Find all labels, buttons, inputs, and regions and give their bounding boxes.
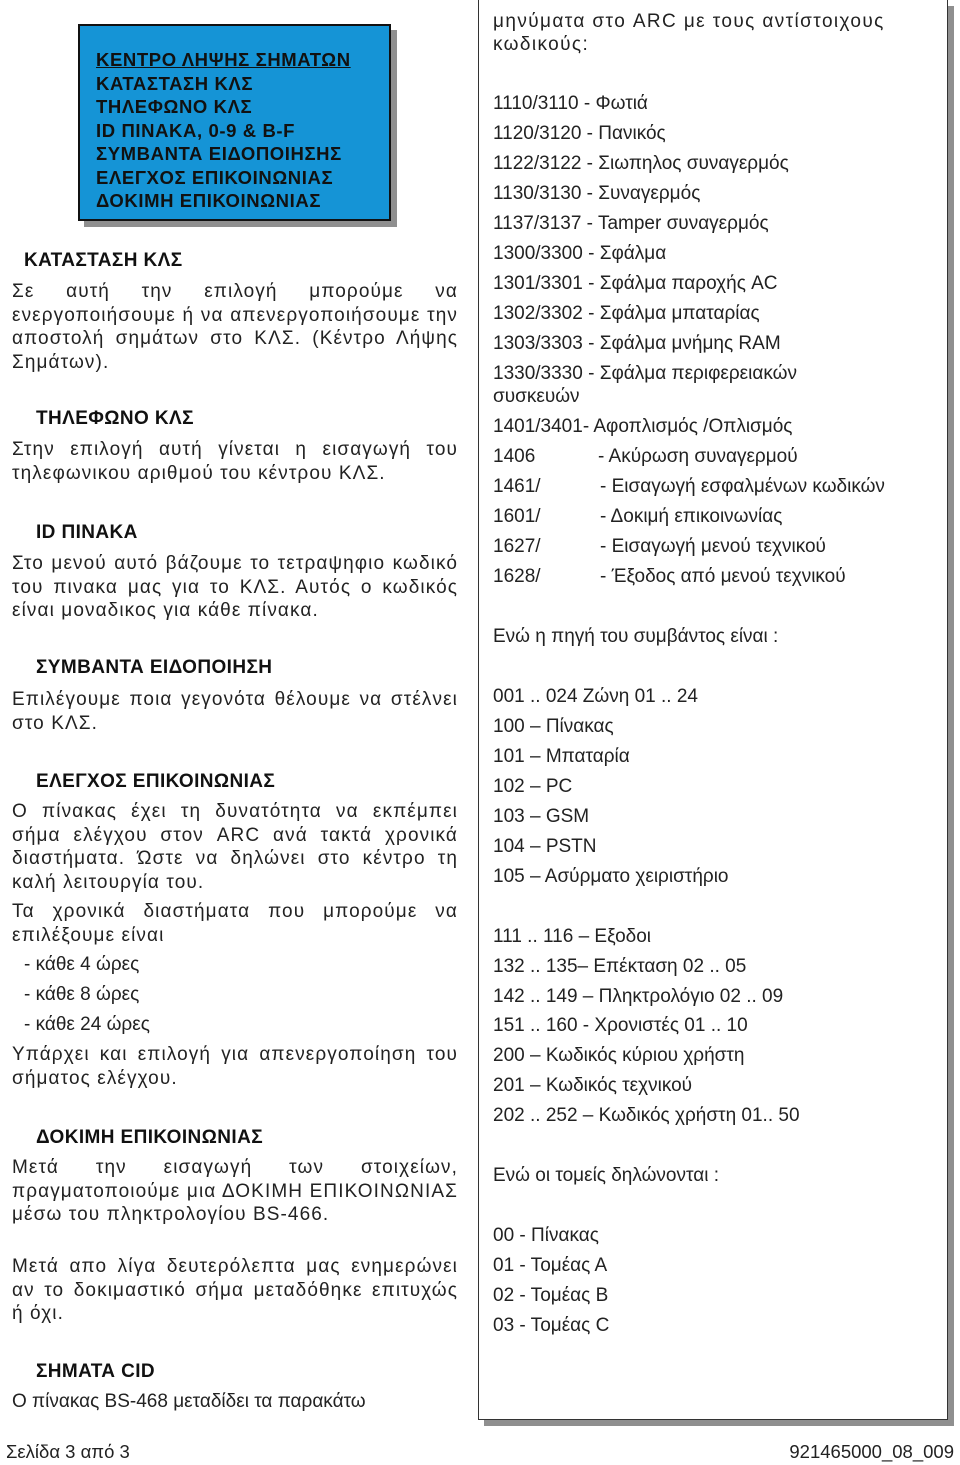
source-row: 105 – Ασύρματο χειριστήριο <box>493 866 729 887</box>
zone-row: 00 - Πίνακας <box>493 1225 599 1246</box>
code-desc: - Ακύρωση συναγερμού <box>598 446 798 467</box>
code-row-continued: συσκευών <box>493 386 580 407</box>
source-row: 202 .. 252 – Κωδικός χρήστη 01.. 50 <box>493 1105 800 1126</box>
code-row: 1122/3122 - Σιωπηλος συναγερμός <box>493 153 789 174</box>
zone-row: 03 - Τομέας C <box>493 1315 610 1336</box>
heading-elegxos: ΕΛΕΓΧΟΣ ΕΠΙΚΟΙΝΩΝΙΑΣ <box>36 771 276 792</box>
code-row: 1300/3300 - Σφάλμα <box>493 243 667 264</box>
source-row: 100 – Πίνακας <box>493 716 614 737</box>
code-desc: - Έξοδος από μενού τεχνικού <box>600 566 846 587</box>
code-desc: - Εισαγωγή εσφαλμένων κωδικών <box>600 476 885 497</box>
code-row: 1110/3110 - Φωτιά <box>493 93 648 114</box>
menu-summary-box <box>78 24 391 221</box>
code-row: 1130/3130 - Συναγερμός <box>493 183 701 204</box>
code-row: 1137/3137 - Tamper συναγερμός <box>493 213 769 234</box>
source-row: 151 .. 160 - Χρονιστές 01 .. 10 <box>493 1015 748 1036</box>
interval-item: - κάθε 24 ώρες <box>24 1014 150 1035</box>
text-elegxos-2: Τα χρονικά διαστήματα που μπορούμε να επιλέξουμε είναι <box>12 901 458 946</box>
code-row: 1401/3401- Αφοπλισμός /Οπλισμός <box>493 416 793 437</box>
source-row: 104 – PSTN <box>493 836 597 857</box>
menu-box-item: ΣΥΜΒΑΝΤΑ ΕΙΔΟΠΟΙΗΣΗΣ <box>96 143 342 164</box>
source-row: 132 .. 135– Επέκταση 02 .. 05 <box>493 956 747 977</box>
source-row: 142 .. 149 – Πληκτρολόγιο 02 .. 09 <box>493 986 784 1007</box>
code-row: 1303/3303 - Σφάλμα μνήμης RAM <box>493 333 781 354</box>
text-tilefono: Στην επιλογή αυτή γίνεται η εισαγωγή του τηλεφωνικου αριθμού του κέντρου ΚΛΣ. <box>12 439 458 484</box>
interval-item: - κάθε 4 ώρες <box>24 954 140 975</box>
menu-box-item: ΔΟΚΙΜΗ ΕΠΙΚΟΙΝΩΝΙΑΣ <box>96 190 322 211</box>
menu-box-item: ΚΑΤΑΣΤΑΣΗ ΚΛΣ <box>96 72 254 94</box>
source-row: 102 – PC <box>493 776 573 797</box>
source-row: 103 – GSM <box>493 806 590 827</box>
code-number: 1406 <box>493 446 536 467</box>
right-intro: μηνύματα στο ARC με τους αντίστοιχους κωδικούς: <box>493 11 885 55</box>
source-row: 111 .. 116 – Εξοδοι <box>493 926 652 947</box>
code-row: 1330/3330 - Σφάλμα περιφερειακών <box>493 363 797 384</box>
text-elegxos-3: Υπάρχει και επιλογή για απενεργοποίηση του σήματος ελέγχου. <box>12 1044 458 1089</box>
text-dokimi-1: Μετά την εισαγωγή των στοιχείων, πραγματοποιούμε μια ΔΟΚΙΜΗ ΕΠΙΚΟΙΝΩΝΙΑΣ μέσω του πληκτρολογίου BS-466. <box>12 1157 458 1225</box>
code-row: 1301/3301 - Σφάλμα παροχής AC <box>493 273 778 294</box>
source-row: 200 – Κωδικός κύριου χρήστη <box>493 1045 745 1066</box>
heading-katastasi: ΚΑΤΑΣΤΑΣΗ ΚΛΣ <box>24 250 183 271</box>
menu-box-item: ΕΛΕΓΧΟΣ ΕΠΙΚΟΙΝΩΝΙΑΣ <box>96 166 334 188</box>
page-number: Σελίδα 3 από 3 <box>6 1441 130 1462</box>
text-cid: Ο πίνακας BS-468 μεταδίδει τα παρακάτω <box>12 1391 366 1412</box>
menu-box-item: ΤΗΛΕΦΩΝΟ ΚΛΣ <box>96 96 253 117</box>
source-row: 001 .. 024 Ζώνη 01 .. 24 <box>493 686 698 707</box>
code-row: 1120/3120 - Πανικός <box>493 123 666 144</box>
heading-id-pinaka: ID ΠΙΝΑΚΑ <box>36 522 138 543</box>
menu-box-title: ΚΕΝΤΡΟ ΛΗΨΗΣ ΣΗΜΑΤΩΝ <box>96 49 351 70</box>
heading-tilefono: ΤΗΛΕΦΩΝΟ ΚΛΣ <box>36 408 194 429</box>
interval-item: - κάθε 8 ώρες <box>24 984 140 1005</box>
code-number: 1628/ <box>493 566 541 587</box>
heading-dokimi: ΔΟΚΙΜΗ ΕΠΙΚΟΙΝΩΝΙΑΣ <box>36 1127 264 1148</box>
zone-row: 02 - Τομέας Β <box>493 1285 609 1306</box>
menu-box-item: ID ΠΙΝΑΚΑ, 0-9 & B-F <box>96 119 296 141</box>
text-dokimi-2: Μετά απο λίγα δευτερόλεπτα μας ενημερώνει αν το δοκιμαστικό σήμα μεταδόθηκε επιτυχώς ή όχι. <box>12 1256 458 1324</box>
code-desc: - Εισαγωγή μενού τεχνικού <box>600 536 826 557</box>
source-row: 101 – Μπαταρία <box>493 746 630 767</box>
document-id: 921465000_08_009 <box>789 1441 954 1462</box>
source-row: 201 – Κωδικός τεχνικού <box>493 1075 693 1096</box>
code-number: 1627/ <box>493 536 541 557</box>
code-number: 1601/ <box>493 506 541 527</box>
zones-title: Ενώ οι τομείς δηλώνονται : <box>493 1165 719 1186</box>
heading-cid: ΣΗΜΑΤΑ CID <box>36 1361 156 1382</box>
source-title: Ενώ η πηγή του συμβάντος είναι : <box>493 626 779 647</box>
code-number: 1461/ <box>493 476 541 497</box>
text-katastasi: Σε αυτή την επιλογή μπορούμε να ενεργοποιήσουμε ή να απενεργοποιήσουμε την αποστολή σημάτων στο ΚΛΣ. (Κέντρο Λήψης Σημάτων). <box>12 281 458 373</box>
code-desc: - Δοκιμή επικοινωνίας <box>600 506 783 527</box>
zone-row: 01 - Τομέας Α <box>493 1255 608 1276</box>
text-elegxos-1: Ο πίνακας έχει τη δυνατότητα να εκπέμπει σήμα ελέγχου στον ARC ανά τακτά χρονικά διαστήματα. Ώστε να δηλώνει στο κέντρο τη καλή λειτουργία του. <box>12 801 458 893</box>
heading-symvanta: ΣΥΜΒΑΝΤΑ ΕΙΔΟΠΟΙΗΣΗ <box>36 657 273 678</box>
text-id-pinaka: Στο μενού αυτό βάζουμε το τετραψηφιο κωδικό του πινακα μας για το ΚΛΣ. Αυτός ο κωδικός είναι μοναδικος για κάθε πίνακα. <box>12 553 458 621</box>
text-symvanta: Επιλέγουμε ποια γεγονότα θέλουμε να στέλνει στο ΚΛΣ. <box>12 689 458 734</box>
code-row: 1302/3302 - Σφάλμα μπαταρίας <box>493 303 760 324</box>
